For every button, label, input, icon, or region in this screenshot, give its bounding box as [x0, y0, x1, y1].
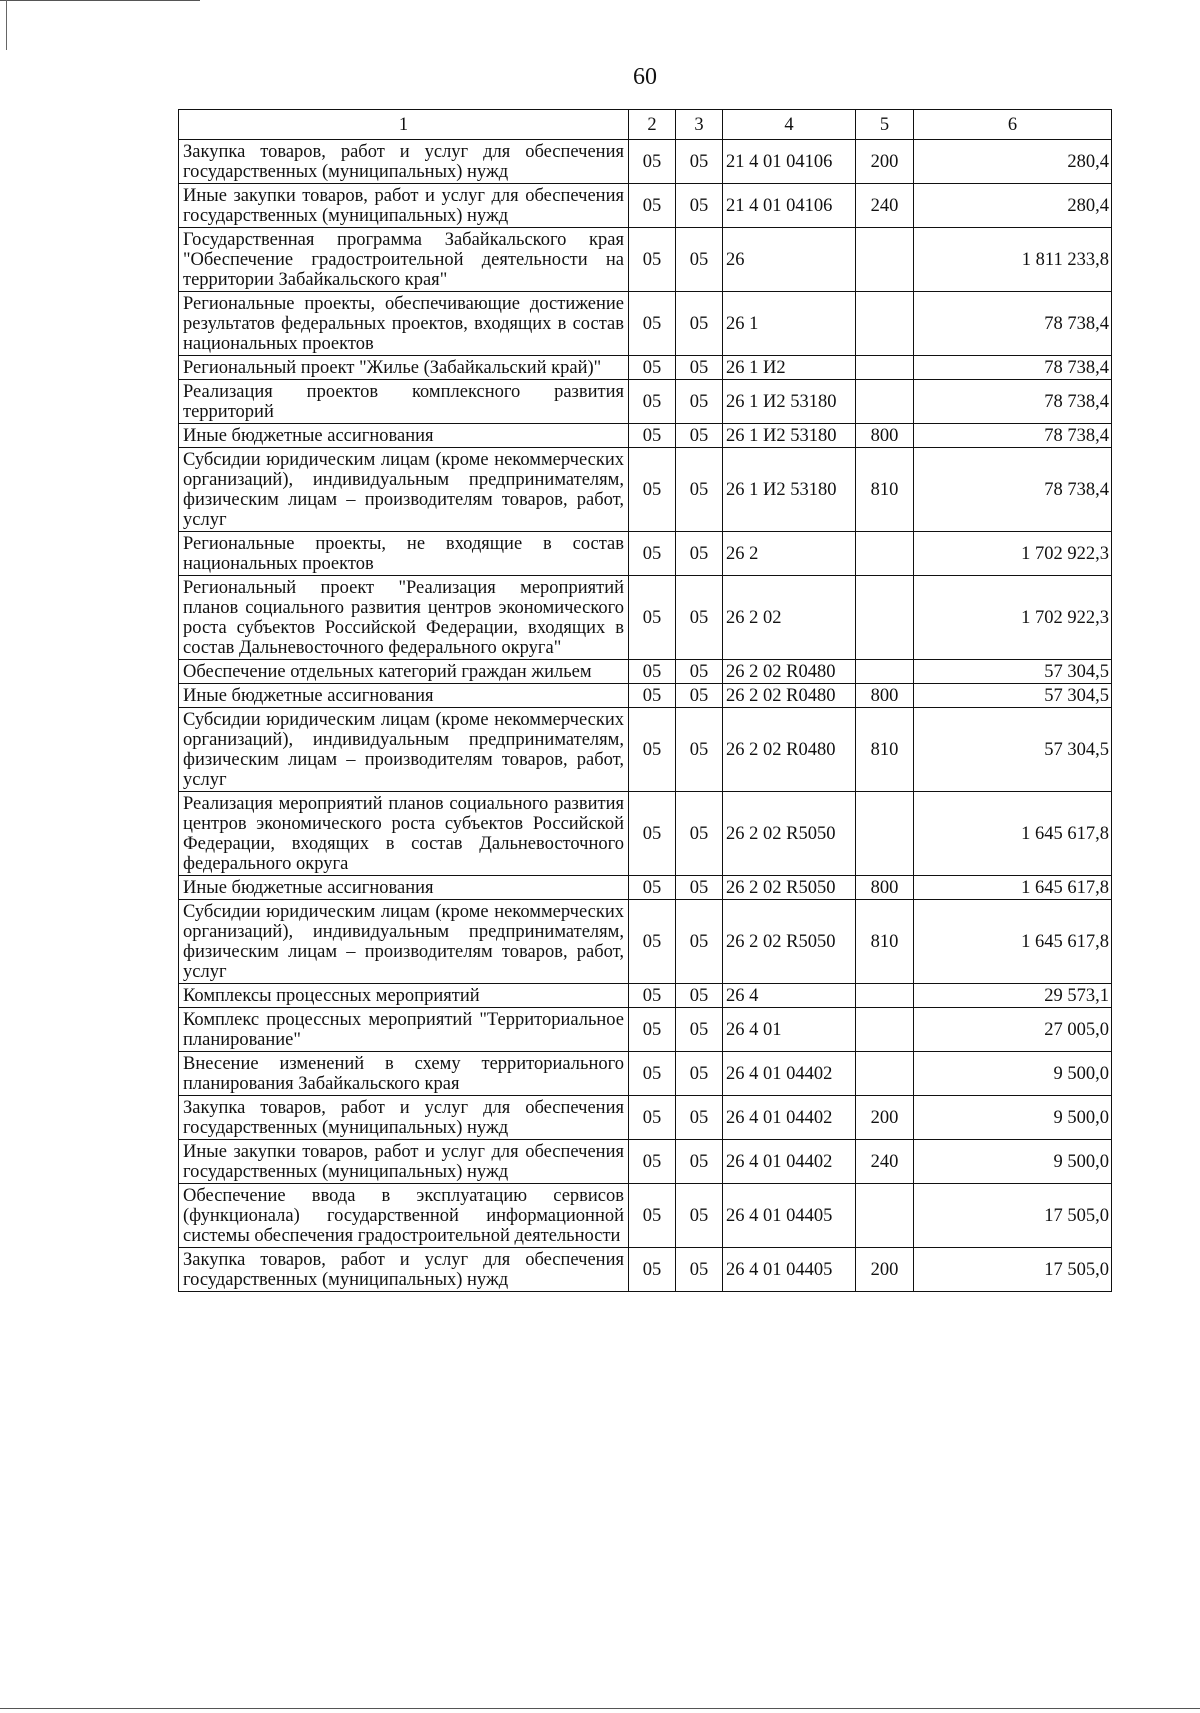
- table-row: [179, 900, 1112, 984]
- row-subsection-cell: 05: [676, 1052, 723, 1096]
- row-amount-cell: 29 573,1: [914, 984, 1112, 1008]
- row-section-cell: 05: [629, 660, 676, 684]
- table-row: [179, 1184, 1112, 1248]
- table-row: [179, 876, 1112, 900]
- row-section-cell: 05: [629, 292, 676, 356]
- table-row: [179, 660, 1112, 684]
- row-name-cell: Обеспечение ввода в эксплуатацию сервисов (функционала) государственной информационной системы обеспечения градостроительной деятельности: [179, 1184, 629, 1248]
- table-row: [179, 708, 1112, 792]
- row-target-code-cell: 26 4 01 04402: [723, 1140, 856, 1184]
- table-row: [179, 184, 1112, 228]
- row-target-code-cell: 26 1 И2 53180: [723, 448, 856, 532]
- row-subsection-cell: 05: [676, 184, 723, 228]
- table-row: [179, 1052, 1112, 1096]
- row-name-cell: Реализация мероприятий планов социального развития центров экономического роста субъектов Российской Федерации, входящих в состав Дальневосточного федерального округа: [179, 792, 629, 876]
- table-row: [179, 1140, 1112, 1184]
- row-name-cell: Комплексы процессных мероприятий: [179, 984, 629, 1008]
- row-name-cell: Комплекс процессных мероприятий "Территориальное планирование": [179, 1008, 629, 1052]
- row-subsection-cell: 05: [676, 532, 723, 576]
- table-row: [179, 576, 1112, 660]
- row-name-cell: Региональный проект "Жилье (Забайкальский край)": [179, 356, 629, 380]
- row-subsection-cell: 05: [676, 1008, 723, 1052]
- row-section-cell: 05: [629, 380, 676, 424]
- row-name-cell: Иные закупки товаров, работ и услуг для обеспечения государственных (муниципальных) нужд: [179, 1140, 629, 1184]
- row-expense-type-cell: 800: [856, 684, 914, 708]
- row-section-cell: 05: [629, 708, 676, 792]
- row-target-code-cell: 26 4: [723, 984, 856, 1008]
- row-target-code-cell: 21 4 01 04106: [723, 184, 856, 228]
- row-name-cell: Региональные проекты, не входящие в состав национальных проектов: [179, 532, 629, 576]
- table-row: [179, 532, 1112, 576]
- row-section-cell: 05: [629, 1052, 676, 1096]
- header-col-3: 3: [676, 110, 723, 140]
- header-col-4: 4: [723, 110, 856, 140]
- row-subsection-cell: 05: [676, 1140, 723, 1184]
- row-target-code-cell: 26 1 И2: [723, 356, 856, 380]
- row-amount-cell: 1 702 922,3: [914, 532, 1112, 576]
- row-amount-cell: 1 811 233,8: [914, 228, 1112, 292]
- row-section-cell: 05: [629, 984, 676, 1008]
- row-name-cell: Субсидии юридическим лицам (кроме некоммерческих организаций), индивидуальным предпринимателям, физическим лицам – производителям товаров, работ, услуг: [179, 708, 629, 792]
- row-amount-cell: 1 645 617,8: [914, 876, 1112, 900]
- row-target-code-cell: 26 4 01 04402: [723, 1052, 856, 1096]
- row-expense-type-cell: 810: [856, 708, 914, 792]
- table-row: [179, 448, 1112, 532]
- row-subsection-cell: 05: [676, 1184, 723, 1248]
- row-expense-type-cell: 240: [856, 1140, 914, 1184]
- row-name-cell: Реализация проектов комплексного развития территорий: [179, 380, 629, 424]
- table-row: [179, 1008, 1112, 1052]
- row-target-code-cell: 26 1 И2 53180: [723, 380, 856, 424]
- row-expense-type-cell: [856, 792, 914, 876]
- row-subsection-cell: 05: [676, 1248, 723, 1292]
- table-row: [179, 984, 1112, 1008]
- row-section-cell: 05: [629, 532, 676, 576]
- row-subsection-cell: 05: [676, 708, 723, 792]
- row-section-cell: 05: [629, 184, 676, 228]
- row-name-cell: Региональный проект "Реализация мероприятий планов социального развития центров экономического роста субъектов Российской Федерации, входящих в состав Дальневосточного федерального округа": [179, 576, 629, 660]
- row-target-code-cell: 26 4 01 04405: [723, 1248, 856, 1292]
- row-section-cell: 05: [629, 576, 676, 660]
- row-section-cell: 05: [629, 1184, 676, 1248]
- row-target-code-cell: 26 2 02: [723, 576, 856, 660]
- row-target-code-cell: 26 4 01 04405: [723, 1184, 856, 1248]
- row-name-cell: Закупка товаров, работ и услуг для обеспечения государственных (муниципальных) нужд: [179, 1096, 629, 1140]
- table-row: [179, 380, 1112, 424]
- row-amount-cell: 57 304,5: [914, 660, 1112, 684]
- row-subsection-cell: 05: [676, 900, 723, 984]
- row-expense-type-cell: [856, 1052, 914, 1096]
- row-subsection-cell: 05: [676, 140, 723, 184]
- row-amount-cell: 57 304,5: [914, 708, 1112, 792]
- row-subsection-cell: 05: [676, 876, 723, 900]
- table-row: [179, 1096, 1112, 1140]
- table-row: [179, 424, 1112, 448]
- row-section-cell: 05: [629, 1008, 676, 1052]
- table-row: [179, 684, 1112, 708]
- row-section-cell: 05: [629, 1096, 676, 1140]
- row-target-code-cell: 26 2 02 R0480: [723, 708, 856, 792]
- row-name-cell: Закупка товаров, работ и услуг для обеспечения государственных (муниципальных) нужд: [179, 1248, 629, 1292]
- row-name-cell: Субсидии юридическим лицам (кроме некоммерческих организаций), индивидуальным предпринимателям, физическим лицам – производителям товаров, работ, услуг: [179, 900, 629, 984]
- row-subsection-cell: 05: [676, 292, 723, 356]
- row-subsection-cell: 05: [676, 448, 723, 532]
- table-row: [179, 356, 1112, 380]
- row-subsection-cell: 05: [676, 984, 723, 1008]
- row-target-code-cell: 26 2 02 R0480: [723, 660, 856, 684]
- row-target-code-cell: 26 2 02 R5050: [723, 792, 856, 876]
- row-expense-type-cell: 240: [856, 184, 914, 228]
- table-header-row: [179, 110, 1112, 140]
- table-row: [179, 792, 1112, 876]
- table-row: [179, 292, 1112, 356]
- row-subsection-cell: 05: [676, 356, 723, 380]
- row-target-code-cell: 26 2: [723, 532, 856, 576]
- row-expense-type-cell: [856, 356, 914, 380]
- row-target-code-cell: 26 1: [723, 292, 856, 356]
- table-row: [179, 140, 1112, 184]
- row-name-cell: Иные закупки товаров, работ и услуг для обеспечения государственных (муниципальных) нужд: [179, 184, 629, 228]
- scan-edge-bottom: [0, 1708, 1200, 1709]
- row-expense-type-cell: 200: [856, 140, 914, 184]
- row-expense-type-cell: [856, 380, 914, 424]
- row-amount-cell: 78 738,4: [914, 292, 1112, 356]
- table-row: [179, 1248, 1112, 1292]
- page-number: 60: [633, 64, 657, 90]
- row-section-cell: 05: [629, 140, 676, 184]
- row-section-cell: 05: [629, 684, 676, 708]
- row-expense-type-cell: 800: [856, 876, 914, 900]
- row-target-code-cell: 26 2 02 R5050: [723, 900, 856, 984]
- row-section-cell: 05: [629, 792, 676, 876]
- row-target-code-cell: 26 1 И2 53180: [723, 424, 856, 448]
- row-amount-cell: 1 702 922,3: [914, 576, 1112, 660]
- row-expense-type-cell: [856, 228, 914, 292]
- row-amount-cell: 9 500,0: [914, 1096, 1112, 1140]
- row-name-cell: Обеспечение отдельных категорий граждан жильем: [179, 660, 629, 684]
- row-subsection-cell: 05: [676, 792, 723, 876]
- header-col-2: 2: [629, 110, 676, 140]
- row-name-cell: Государственная программа Забайкальского края "Обеспечение градостроительной деятельности на территории Забайкальского края": [179, 228, 629, 292]
- row-expense-type-cell: 200: [856, 1248, 914, 1292]
- row-amount-cell: 1 645 617,8: [914, 792, 1112, 876]
- row-expense-type-cell: 810: [856, 448, 914, 532]
- row-expense-type-cell: [856, 576, 914, 660]
- row-name-cell: Закупка товаров, работ и услуг для обеспечения государственных (муниципальных) нужд: [179, 140, 629, 184]
- row-section-cell: 05: [629, 228, 676, 292]
- row-amount-cell: 78 738,4: [914, 448, 1112, 532]
- row-expense-type-cell: [856, 1184, 914, 1248]
- row-amount-cell: 9 500,0: [914, 1052, 1112, 1096]
- row-expense-type-cell: [856, 1008, 914, 1052]
- table-row: [179, 228, 1112, 292]
- row-amount-cell: 17 505,0: [914, 1248, 1112, 1292]
- row-subsection-cell: 05: [676, 660, 723, 684]
- row-target-code-cell: 26 2 02 R0480: [723, 684, 856, 708]
- row-target-code-cell: 26 4 01 04402: [723, 1096, 856, 1140]
- row-subsection-cell: 05: [676, 228, 723, 292]
- row-name-cell: Иные бюджетные ассигнования: [179, 684, 629, 708]
- row-target-code-cell: 26: [723, 228, 856, 292]
- row-expense-type-cell: [856, 660, 914, 684]
- row-amount-cell: 78 738,4: [914, 380, 1112, 424]
- row-target-code-cell: 26 4 01: [723, 1008, 856, 1052]
- row-subsection-cell: 05: [676, 1096, 723, 1140]
- row-subsection-cell: 05: [676, 576, 723, 660]
- row-amount-cell: 280,4: [914, 140, 1112, 184]
- row-subsection-cell: 05: [676, 684, 723, 708]
- row-expense-type-cell: 810: [856, 900, 914, 984]
- row-amount-cell: 27 005,0: [914, 1008, 1112, 1052]
- header-col-1: 1: [179, 110, 629, 140]
- row-amount-cell: 17 505,0: [914, 1184, 1112, 1248]
- row-section-cell: 05: [629, 1248, 676, 1292]
- row-section-cell: 05: [629, 1140, 676, 1184]
- row-subsection-cell: 05: [676, 380, 723, 424]
- row-subsection-cell: 05: [676, 424, 723, 448]
- row-name-cell: Иные бюджетные ассигнования: [179, 424, 629, 448]
- header-col-6: 6: [914, 110, 1112, 140]
- scan-edge-top: [0, 0, 200, 1]
- row-amount-cell: 78 738,4: [914, 424, 1112, 448]
- row-name-cell: Внесение изменений в схему территориального планирования Забайкальского края: [179, 1052, 629, 1096]
- row-name-cell: Региональные проекты, обеспечивающие достижение результатов федеральных проектов, входящих в состав национальных проектов: [179, 292, 629, 356]
- row-amount-cell: 57 304,5: [914, 684, 1112, 708]
- row-section-cell: 05: [629, 448, 676, 532]
- row-amount-cell: 9 500,0: [914, 1140, 1112, 1184]
- header-col-5: 5: [856, 110, 914, 140]
- row-expense-type-cell: [856, 984, 914, 1008]
- row-amount-cell: 280,4: [914, 184, 1112, 228]
- row-expense-type-cell: [856, 532, 914, 576]
- row-name-cell: Субсидии юридическим лицам (кроме некоммерческих организаций), индивидуальным предпринимателям, физическим лицам – производителям товаров, работ, услуг: [179, 448, 629, 532]
- row-name-cell: Иные бюджетные ассигнования: [179, 876, 629, 900]
- row-section-cell: 05: [629, 876, 676, 900]
- row-expense-type-cell: 200: [856, 1096, 914, 1140]
- row-amount-cell: 78 738,4: [914, 356, 1112, 380]
- row-target-code-cell: 26 2 02 R5050: [723, 876, 856, 900]
- budget-table: [178, 109, 1112, 1292]
- row-section-cell: 05: [629, 900, 676, 984]
- row-target-code-cell: 21 4 01 04106: [723, 140, 856, 184]
- row-section-cell: 05: [629, 424, 676, 448]
- row-section-cell: 05: [629, 356, 676, 380]
- row-amount-cell: 1 645 617,8: [914, 900, 1112, 984]
- scan-edge-left: [6, 0, 7, 50]
- row-expense-type-cell: [856, 292, 914, 356]
- row-expense-type-cell: 800: [856, 424, 914, 448]
